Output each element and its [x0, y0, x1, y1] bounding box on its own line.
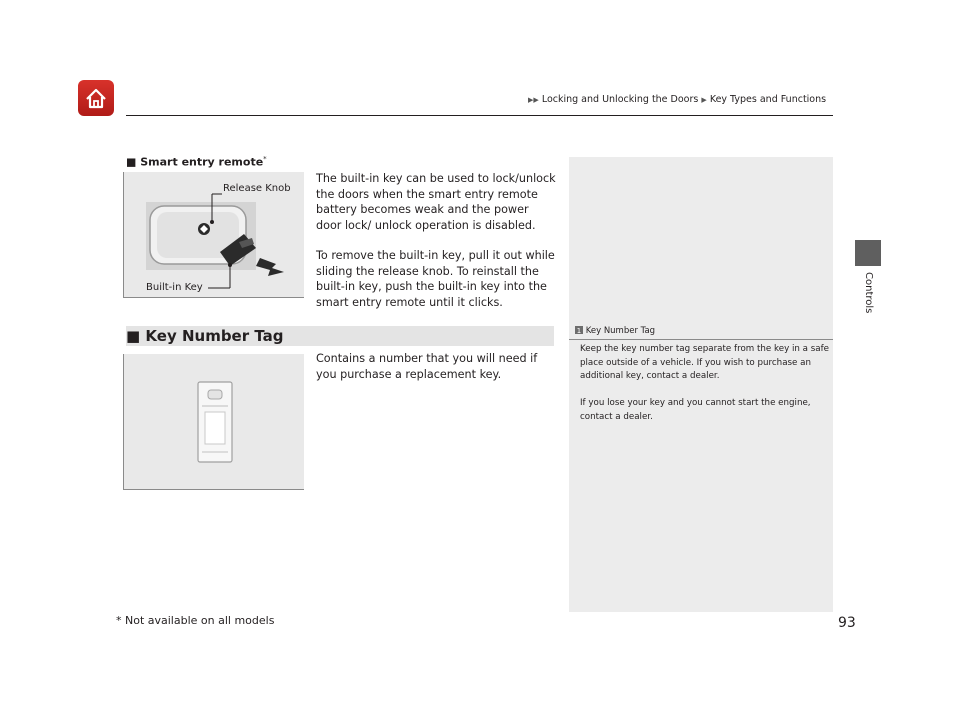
- square-bullet-icon: ■: [126, 155, 137, 169]
- key-number-tag-illustration: [123, 354, 304, 490]
- chapter-tab-label: [855, 272, 881, 362]
- note-divider: [569, 339, 833, 340]
- note-paragraph: Keep the key number tag separate from the key in a safe place outside of a vehicle. If you wish to purchase an additional key, contact a dealer.: [580, 344, 829, 381]
- section-heading-text: Key Number Tag: [145, 327, 284, 345]
- svg-text:1: 1: [576, 327, 582, 334]
- square-bullet-icon: ■: [126, 327, 141, 345]
- home-icon: [78, 80, 114, 116]
- callout-built-in-key: Built-in Key: [146, 282, 203, 293]
- section-heading-smart-entry: [126, 155, 267, 169]
- footnote-mark: *: [263, 155, 267, 163]
- chapter-tab-text: Controls: [863, 272, 874, 314]
- home-button[interactable]: [78, 80, 114, 116]
- section-heading-key-number-tag: [126, 326, 284, 346]
- header-divider: [126, 115, 833, 116]
- smart-entry-remote-illustration: [123, 172, 304, 298]
- key-tag-illustration-icon: [124, 354, 304, 489]
- note-body: [580, 343, 830, 438]
- breadcrumb: [528, 94, 826, 105]
- note-title: [575, 326, 655, 336]
- section-heading-text: Smart entry remote: [140, 155, 264, 169]
- chapter-tab-marker[interactable]: [855, 240, 881, 266]
- note-paragraph: If you lose your key and you cannot start the engine, contact a dealer.: [580, 398, 811, 422]
- note-marker-icon: [575, 326, 583, 334]
- note-title-text: Key Number Tag: [585, 326, 656, 336]
- callout-release-knob: Release Knob: [223, 183, 291, 194]
- paragraph-built-in-key-usage: The built-in key can be used to lock/unlock the doors when the smart entry remote battery becomes weak and the power door lock/ unlock operation is disabled.: [316, 172, 556, 232]
- breadcrumb-arrow-icon: ▶▶: [528, 96, 539, 104]
- paragraph-key-number-tag: Contains a number that you will need if you purchase a replacement key.: [316, 352, 538, 381]
- paragraph-remove-built-in-key: To remove the built-in key, pull it out while sliding the release knob. To reinstall the built-in key, push the built-in key into the smart entry remote until it clicks.: [316, 249, 555, 309]
- footnote: * Not available on all models: [116, 614, 275, 627]
- breadcrumb-item-locking[interactable]: Locking and Unlocking the Doors: [541, 94, 699, 105]
- breadcrumb-item-key-types[interactable]: Key Types and Functions: [709, 94, 827, 105]
- breadcrumb-arrow-icon: ▶: [701, 96, 707, 104]
- page-number: 93: [838, 615, 856, 631]
